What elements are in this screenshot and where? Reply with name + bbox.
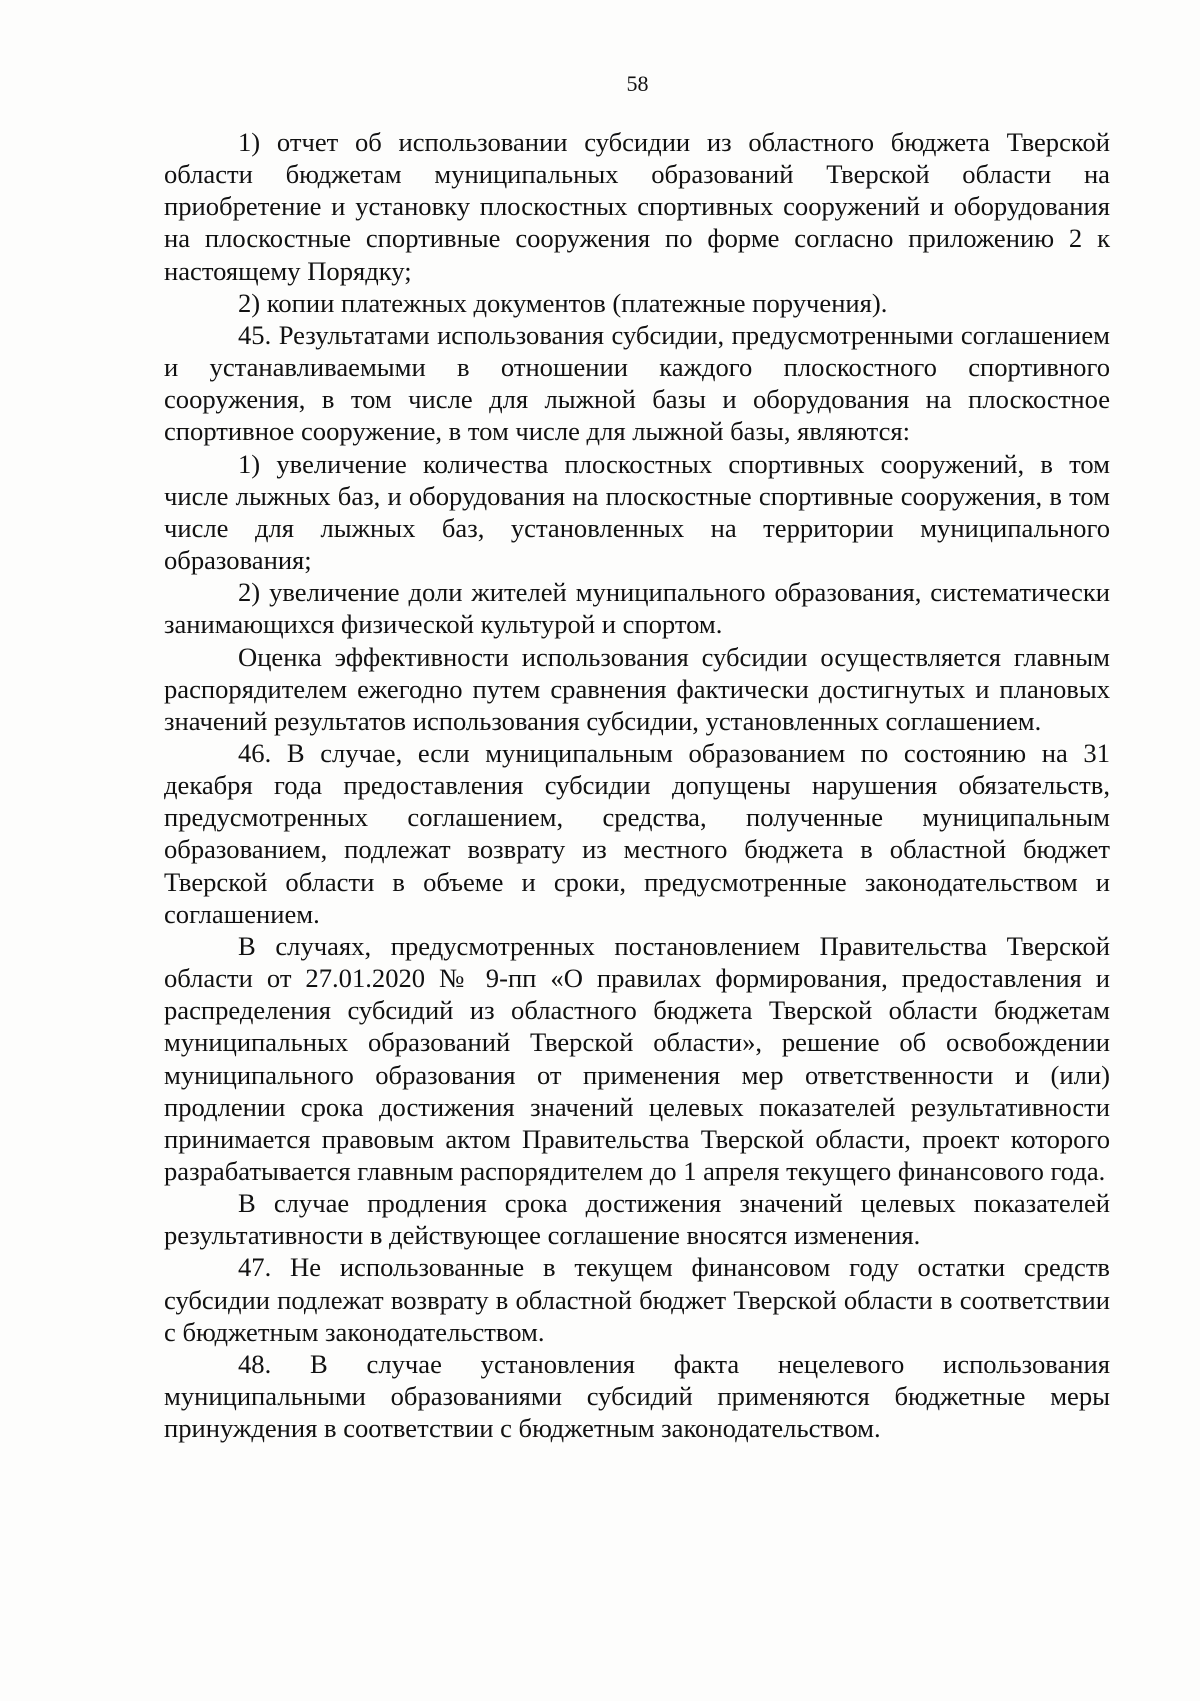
paragraph-clause-47: 47. Не использованные в текущем финансовом году остатки средств субсидии подлежат возврату в областной бюджет Тверской области в соответствии с бюджетным законодательством.	[164, 1252, 1110, 1347]
paragraph-efficiency-assessment: Оценка эффективности использования субсидии осуществляется главным распорядителем ежегодно путем сравнения фактически достигнутых и плановых значений результатов использования субсидии, установленных соглашением.	[164, 641, 1110, 736]
paragraph-exemption-cases: В случаях, предусмотренных постановлением Правительства Тверской области от 27.01.2020 № 9-пп «О правилах формирования, предоставления и распределения субсидий из областного бюджета Тверской области бюджетам муниципальных образований Тверской области», решение об освобождении муниципального образования от применения мер ответственности и (или) продлении срока достижения значений целевых показателей результативности принимается правовым актом Правительства Тверской области, проект которого разрабатывается главным распорядителем до 1 апреля текущего финансового года.	[164, 930, 1110, 1186]
paragraph-report-item-2: 2) копии платежных документов (платежные поручения).	[238, 287, 888, 318]
paragraph-report-item-1: 1) отчет об использовании субсидии из областного бюджета Тверской области бюджетам муниципальных образований Тверской области на приобретение и установку плоскостных спортивных сооружений и оборудования на плоскостные спортивные сооружения по форме согласно приложению 2 к настоящему Порядку;	[164, 127, 1110, 286]
paragraph-clause-46: 46. В случае, если муниципальным образованием по состоянию на 31 декабря года предоставления субсидии допущены нарушения обязательств, предусмотренных соглашением, средства, полученные муниципальным образованием, подлежат возврату из местного бюджета в областной бюджет Тверской области в объеме и сроки, предусмотренные законодательством и соглашением.	[164, 737, 1110, 929]
paragraph-result-2: 2) увеличение доли жителей муниципального образования, систематически занимающихся физической культурой и спортом.	[164, 577, 1110, 640]
paragraph-clause-45: 45. Результатами использования субсидии, предусмотренными соглашением и устанавливаемыми в отношении каждого плоскостного спортивного сооружения, в том числе для лыжной базы и оборудования на плоскостное спортивное сооружение, в том числе для лыжной базы, являются:	[164, 319, 1110, 447]
page-number: 58	[626, 71, 649, 96]
paragraph-result-1: 1) увеличение количества плоскостных спортивных сооружений, в том числе лыжных баз, и оборудования на плоскостные спортивные сооружения, в том числе для лыжных баз, установленных на территории муниципального образования;	[164, 448, 1110, 576]
paragraph-clause-48: 48. В случае установления факта нецелевого использования муниципальными образованиями субсидий применяются бюджетные меры принуждения в соответствии с бюджетным законодательством.	[164, 1348, 1110, 1444]
paragraph-deadline-extension: В случае продления срока достижения значений целевых показателей результативности в действующее соглашение вносятся изменения.	[164, 1188, 1110, 1251]
document-body	[164, 126, 1110, 1444]
